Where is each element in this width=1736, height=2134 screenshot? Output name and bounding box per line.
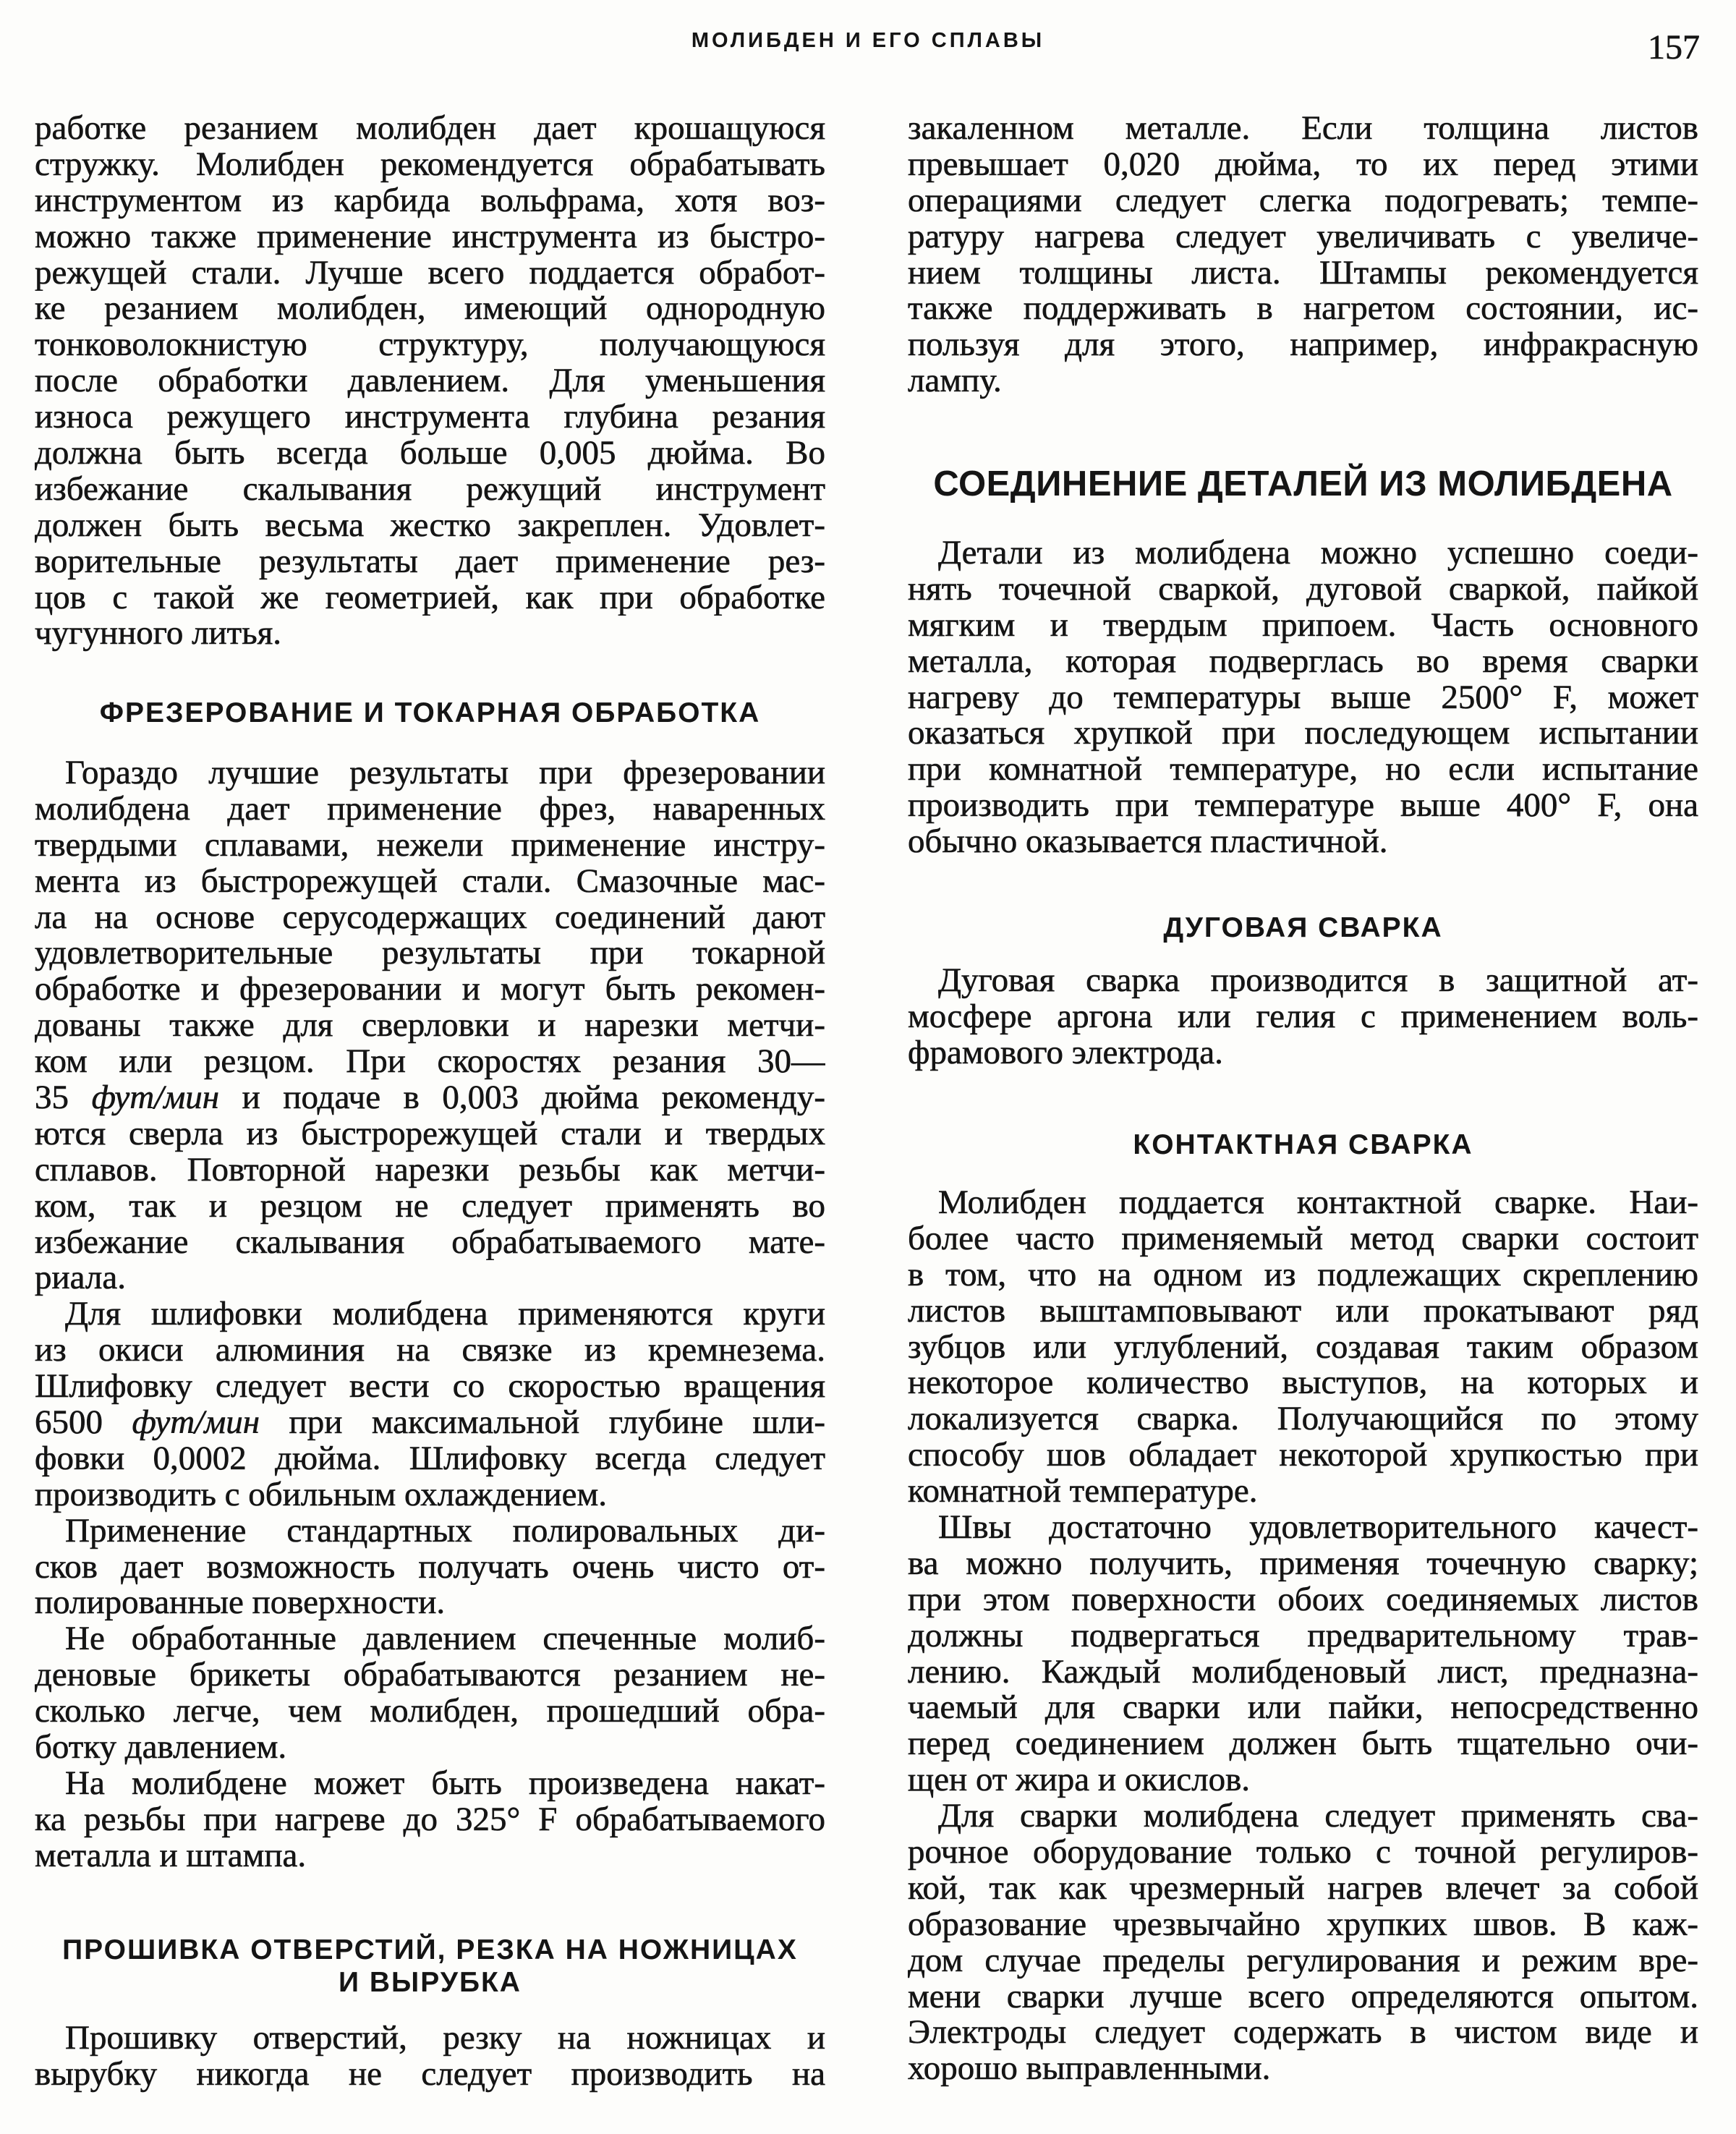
paragraph: [908, 1185, 1698, 1510]
text-line: обычно оказывается пластичной.: [908, 824, 1388, 861]
text-line: производить с обильным охлаждением.: [35, 1476, 608, 1513]
text-line: рочное оборудование только с точной регулиров-: [908, 1835, 1698, 1871]
text-line: чугунного литья.: [35, 616, 282, 652]
text-line: Шлифовку следует вести со скоростью вращения: [35, 1369, 825, 1406]
text-line: удовлетворительные результаты при токарной: [35, 935, 825, 972]
paragraph: [35, 1766, 825, 1874]
text-line: нагреву до температуры выше 2500° F, может: [908, 679, 1698, 716]
text-segment: 35: [35, 1080, 92, 1116]
text-line: стружку. Молибден рекомендуется обрабатывать: [35, 146, 825, 183]
text-line: операциями следует слегка подогревать; темпе-: [908, 182, 1698, 219]
page-number: 157: [1648, 28, 1700, 67]
text-line: при этом поверхности обоих соединяемых листов: [908, 1581, 1698, 1618]
text-line: молибдена дает применение фрез, наваренных: [35, 791, 825, 828]
text-line: Применение стандартных полировальных ди-: [65, 1513, 825, 1550]
text-line: Для сварки молибдена следует применять сва-: [938, 1798, 1698, 1835]
heading-line: ПРОШИВКА ОТВЕРСТИЙ, РЕЗКА НА НОЖНИЦАХ: [62, 1934, 798, 1965]
text-block-resistance-welding: [908, 1185, 1698, 2087]
text-line: риала.: [35, 1260, 126, 1297]
text-line: способу шов обладает некоторой хрупкостью при: [908, 1437, 1698, 1474]
paragraph-piercing-continued: [908, 111, 1698, 399]
text-line: можно также применение инструмента из быстро-: [35, 218, 825, 255]
text-line: после обработки давлением. Для уменьшения: [35, 363, 825, 400]
text-line: режущей стали. Лучше всего поддается обработ-: [35, 255, 825, 292]
section-heading-resistance-welding: КОНТАКТНАЯ СВАРКА: [1133, 1129, 1473, 1160]
text-line: избежание скалывания режущий инструмент: [35, 471, 825, 508]
text-line: мосфере аргона или гелия с применением воль-: [908, 998, 1698, 1035]
section-heading-milling: ФРЕЗЕРОВАНИЕ И ТОКАРНАЯ ОБРАБОТКА: [99, 697, 761, 728]
text-line: Дуговая сварка производится в защитной ат-: [938, 963, 1698, 999]
text-line: ком, так и резцом не следует применять во: [35, 1188, 825, 1225]
text-line: ются сверла из быстрорежущей стали и твердых: [35, 1115, 825, 1152]
text-line: Молибден поддается контактной сварке. Наи-: [938, 1185, 1698, 1221]
paragraph-machining-continued: [35, 111, 825, 652]
text-block-milling: [35, 755, 825, 1874]
text-line: комнатной температуре.: [908, 1474, 1258, 1510]
text-line: должна быть всегда больше 0,005 дюйма. Во: [35, 435, 825, 472]
text-line: мента из быстрорежущей стали. Смазочные мас-: [35, 863, 825, 900]
text-line: в том, что на одном из подлежащих скреплению: [908, 1257, 1698, 1293]
text-line: ратуру нагрева следует увеличивать с увеличе-: [908, 218, 1698, 255]
paragraph-arc-welding: [908, 963, 1698, 1071]
text-line: На молибдене может быть произведена накат-: [65, 1765, 825, 1802]
paragraph: [908, 1510, 1698, 1798]
text-line: ворительные результаты дает применение рез-: [35, 543, 825, 580]
text-line: ва можно получить, применяя точечную сварку;: [908, 1545, 1698, 1582]
text-line: производить при температуре выше 400° F, она: [908, 788, 1698, 825]
text-line: оказаться хрупкой при последующем испытании: [908, 715, 1698, 752]
text-line: фрамового электрода.: [908, 1034, 1223, 1071]
text-line: инструментом из карбида вольфрама, хотя воз-: [35, 182, 825, 219]
text-line: дованы также для сверловки и нарезки метчи-: [35, 1008, 825, 1045]
unit-italic: фут/мин: [91, 1080, 220, 1116]
text-line: при комнатной температуре, но если испытание: [908, 752, 1698, 788]
paragraph-joining: [908, 535, 1698, 860]
text-line: мени сварки лучше всего определяются опытом.: [908, 1978, 1698, 2015]
paragraph: [35, 755, 825, 1296]
text-line: чаемый для сварки или пайки, непосредственно: [908, 1690, 1698, 1727]
text-line: металла, которая подверглась во время сварки: [908, 643, 1698, 680]
text-line: сков дает возможность получать очень чисто от-: [35, 1549, 825, 1586]
text-line: износа режущего инструмента глубина резания: [35, 399, 825, 436]
text-line: обработке и фрезеровании и могут быть рекомен-: [35, 972, 825, 1008]
text-line: дом случае пределы регулирования и режим вре-: [908, 1942, 1698, 1979]
text-line: нием толщины листа. Штампы рекомендуется: [908, 255, 1698, 292]
text-line: [35, 1080, 825, 1116]
text-segment: 6500: [35, 1405, 132, 1441]
text-line: зубцов или углублений, создавая таким образом: [908, 1329, 1698, 1366]
text-line: Для шлифовки молибдена применяются круги: [65, 1296, 825, 1333]
text-line: пользуя для этого, например, инфракрасную: [908, 327, 1698, 364]
text-line: перед соединением должен быть тщательно очи-: [908, 1726, 1698, 1763]
text-line: должен быть весьма жестко закреплен. Удовлет-: [35, 507, 825, 544]
paragraph: [35, 1296, 825, 1513]
heading-line: И ВЫРУБКА: [339, 1967, 522, 1998]
text-segment: при максимальной глубине шли-: [260, 1405, 825, 1441]
text-line: более часто применяемый метод сварки состоит: [908, 1220, 1698, 1257]
text-line: из окиси алюминия на связке из кремнезема.: [35, 1332, 825, 1369]
text-line: Прошивку отверстий, резку на ножницах и: [65, 2020, 825, 2057]
text-line: хорошо выправленными.: [908, 2051, 1271, 2088]
text-line: избежание скалывания обрабатываемого мате-: [35, 1224, 825, 1261]
text-line: Не обработанные давлением спеченные молиб-: [65, 1621, 825, 1658]
text-line: также поддерживать в нагретом состоянии, ис-: [908, 291, 1698, 328]
text-line: вырубку никогда не следует производить на: [35, 2056, 825, 2093]
text-line: ла на основе серусодержащих соединений дают: [35, 899, 825, 936]
text-line: ка резьбы при нагреве до 325° F обрабатываемого: [35, 1801, 825, 1838]
text-line: [35, 1405, 825, 1441]
unit-italic: фут/мин: [132, 1405, 260, 1441]
paragraph: [908, 1798, 1698, 2087]
text-line: тонковолокнистую структуру, получающуюся: [35, 327, 825, 364]
text-line: нять точечной сваркой, дуговой сваркой, пайкой: [908, 571, 1698, 608]
text-line: металла и штампа.: [35, 1837, 307, 1874]
text-line: некоторое количество выступов, на которых и: [908, 1365, 1698, 1402]
text-line: образование чрезвычайно хрупких швов. В каж-: [908, 1906, 1698, 1943]
paragraph: [35, 1513, 825, 1622]
text-line: цов с такой же геометрией, как при обработке: [35, 579, 825, 616]
text-line: ком или резцом. При скоростях резания 30—: [35, 1044, 825, 1081]
text-line: Электроды следует содержать в чистом виде и: [908, 2015, 1698, 2052]
text-line: фовки 0,0002 дюйма. Шлифовку всегда следует: [35, 1440, 825, 1477]
text-line: Гораздо лучшие результаты при фрезеровании: [65, 755, 825, 791]
paragraph: [35, 1621, 825, 1766]
section-heading-arc-welding: ДУГОВАЯ СВАРКА: [1163, 912, 1443, 943]
text-line: лению. Каждый молибденовый лист, предназна-: [908, 1654, 1698, 1691]
text-line: работке резанием молибден дает крошащуюся: [35, 111, 825, 147]
text-line: локализуется сварка. Получающийся по этому: [908, 1401, 1698, 1438]
text-line: мягким и твердым припоем. Часть основного: [908, 607, 1698, 644]
text-line: должны подвергаться предварительному трав-: [908, 1617, 1698, 1654]
text-line: ботку давлением.: [35, 1730, 287, 1766]
text-line: твердыми сплавами, нежели применение инстру-: [35, 827, 825, 864]
text-line: превышает 0,020 дюйма, то их перед этими: [908, 146, 1698, 183]
text-line: Детали из молибдена можно успешно соеди-: [938, 535, 1698, 571]
text-line: деновые брикеты обрабатываются резанием не-: [35, 1657, 825, 1694]
text-line: полированные поверхности.: [35, 1585, 446, 1622]
text-line: ке резанием молибден, имеющий однородную: [35, 291, 825, 328]
section-heading-piercing: [35, 1934, 825, 1999]
text-line: сплавов. Повторной нарезки резьбы как метчи-: [35, 1152, 825, 1189]
text-line: закаленном металле. Если толщина листов: [908, 111, 1698, 147]
text-line: лампу.: [908, 363, 1002, 400]
text-line: листов выштамповывают или прокатывают ряд: [908, 1293, 1698, 1330]
text-line: Швы достаточно удовлетворительного качест-: [938, 1510, 1698, 1546]
paragraph-piercing: [35, 2020, 825, 2093]
text-line: кой, так как чрезмерный нагрев влечет за собой: [908, 1870, 1698, 1907]
chapter-heading-joining: СОЕДИНЕНИЕ ДЕТАЛЕЙ ИЗ МОЛИБДЕНА: [933, 464, 1673, 503]
running-title: МОЛИБДЕН И ЕГО СПЛАВЫ: [691, 29, 1045, 52]
text-segment: и подаче в 0,003 дюйма рекоменду-: [219, 1080, 825, 1116]
text-line: сколько легче, чем молибден, прошедший обра-: [35, 1693, 825, 1730]
text-line: щен от жира и окислов.: [908, 1762, 1251, 1799]
